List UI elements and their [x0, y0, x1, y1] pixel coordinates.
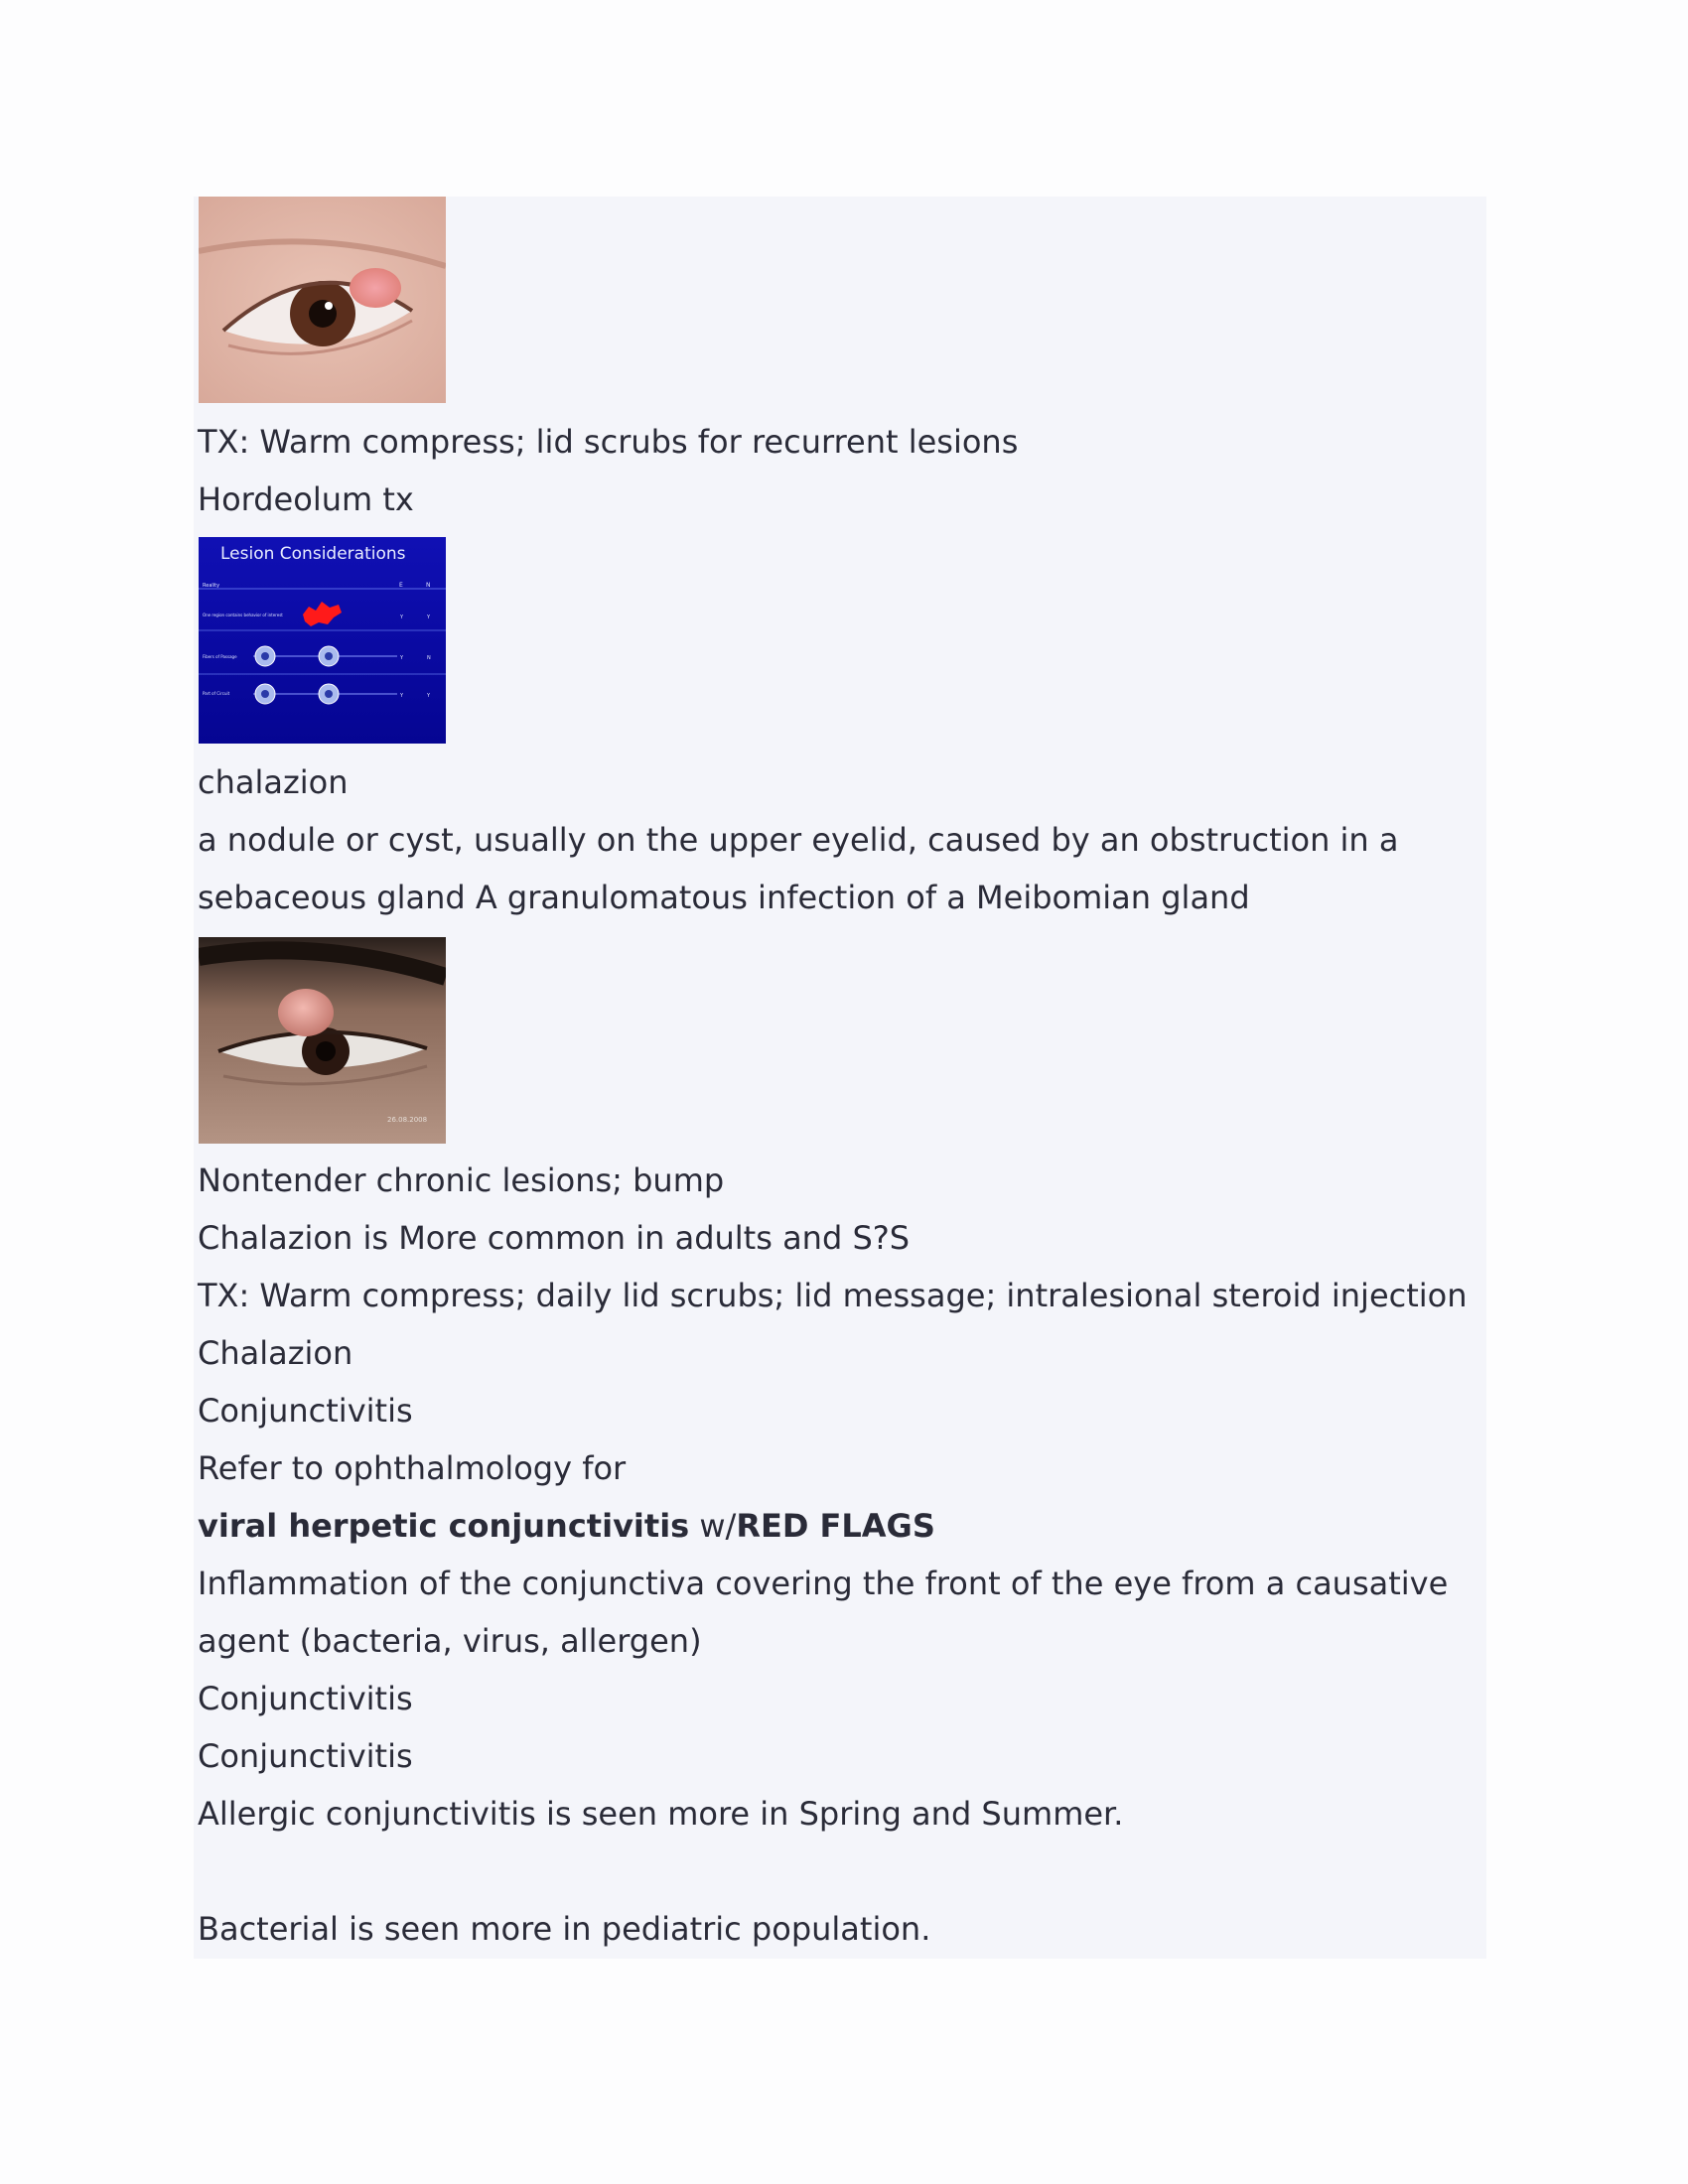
- viral-herpetic-line: [198, 1497, 935, 1555]
- slide-row2: Fibers of Passage: [203, 654, 237, 659]
- lesion-considerations-illustration: [199, 537, 446, 744]
- conjunctivitis-definition-line-2: agent (bacteria, virus, allergen): [198, 1622, 702, 1660]
- chalazion-nontender: Nontender chronic lesions; bump: [198, 1161, 725, 1199]
- hordeolum-treatment: TX: Warm compress; lid scrubs for recurrent lesions: [198, 423, 1019, 461]
- slide-row1-e: Y: [400, 614, 404, 620]
- conjunctivitis-heading-2: Conjunctivitis: [198, 1680, 413, 1717]
- chalazion-term: chalazion: [198, 763, 349, 801]
- chalazion-eye-photo: [199, 937, 446, 1144]
- slide-col-n: N: [426, 582, 431, 589]
- slide-row1-n: Y: [427, 614, 431, 620]
- refer-ophthalmology: Refer to ophthalmology for: [198, 1449, 627, 1487]
- slide-title: Lesion Considerations: [220, 544, 406, 564]
- slide-row2-e: Y: [400, 655, 404, 661]
- lesion-considerations-slide: [199, 537, 446, 744]
- chalazion-definition-line-1: a nodule or cyst, usually on the upper eyelid, caused by an obstruction in a: [198, 821, 1399, 859]
- chalazion-heading: Chalazion: [198, 1334, 353, 1372]
- chalazion-eye-illustration: [199, 937, 446, 1144]
- slide-row3-e: Y: [400, 693, 404, 699]
- slide-col-e: E: [399, 582, 403, 589]
- conjunctivitis-heading-3: Conjunctivitis: [198, 1737, 413, 1775]
- chalazion-photo-date: 26.08.2008: [387, 1116, 428, 1124]
- viral-herpetic-term: viral herpetic conjunctivitis: [198, 1507, 690, 1545]
- bacterial-conjunctivitis: Bacterial is seen more in pediatric population.: [198, 1910, 931, 1948]
- hordeolum-eye-illustration: [199, 197, 446, 403]
- hordeolum-tx-heading: Hordeolum tx: [198, 480, 414, 518]
- slide-row1: One region contains behavior of interest: [203, 613, 283, 617]
- slide-row-header: Reality: [203, 583, 220, 589]
- red-flags: RED FLAGS: [736, 1507, 935, 1545]
- slide-row3: Part of Circuit: [203, 691, 230, 696]
- conjunctivitis-heading-1: Conjunctivitis: [198, 1392, 413, 1430]
- chalazion-treatment: TX: Warm compress; daily lid scrubs; lid message; intralesional steroid injection: [198, 1277, 1468, 1314]
- conjunctivitis-definition-line-1: Inflammation of the conjunctiva covering the front of the eye from a causative: [198, 1565, 1449, 1602]
- slide-row3-n: Y: [427, 693, 431, 699]
- document-panel: [194, 197, 1486, 1959]
- chalazion-definition-line-2: sebaceous gland A granulomatous infection of a Meibomian gland: [198, 879, 1250, 916]
- allergic-conjunctivitis: Allergic conjunctivitis is seen more in Spring and Summer.: [198, 1795, 1124, 1833]
- slide-row2-n: N: [427, 655, 431, 661]
- hordeolum-eye-photo: [199, 197, 446, 403]
- viral-with: w/: [699, 1507, 737, 1545]
- chalazion-common: Chalazion is More common in adults and S?S: [198, 1219, 911, 1257]
